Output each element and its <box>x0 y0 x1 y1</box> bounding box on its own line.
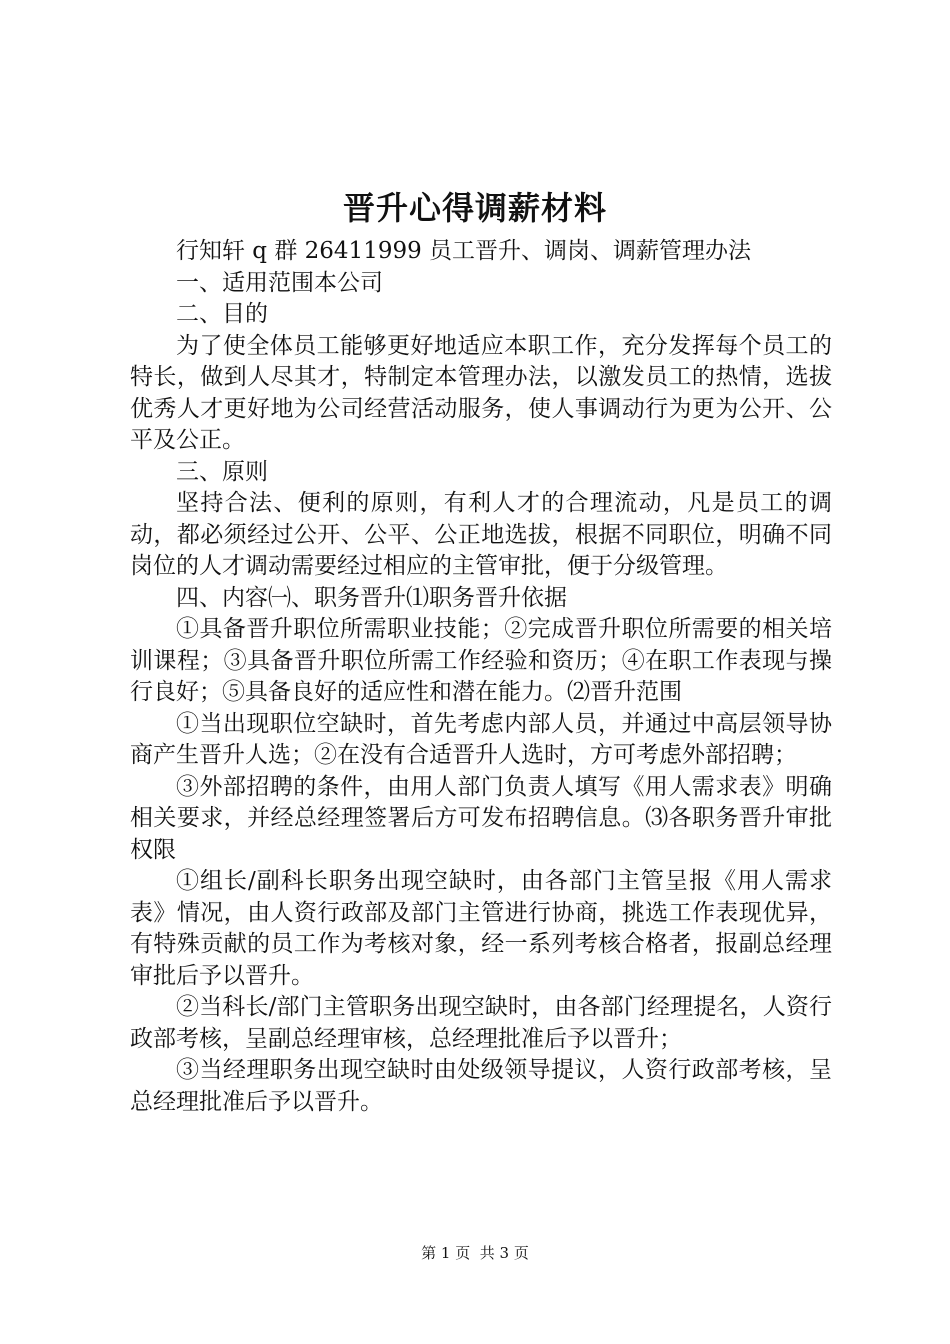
paragraph-principle-heading: 三、原则 <box>176 458 268 485</box>
paragraph-promotion-basis: ①具备晋升职位所需职业技能；②完成晋升职位所需要的相关培训课程；③具备晋升职位所需工作经验和资历；④在职工作表现与操行良好；⑤具备良好的适应性和潜在能力。⑵晋升范围 <box>130 616 832 705</box>
paragraph-purpose-heading: 二、目的 <box>176 301 268 327</box>
document-body <box>130 236 832 1118</box>
paragraph-principle: 坚持合法、便利的原则，有利人才的合理流动，凡是员工的调动，都必须经过公开、公平、公正地选拔，根据不同职位，明确不同岗位的人才调动需要经过相应的主管审批，便于分级管理。 <box>130 490 832 579</box>
paragraph-approval-manager: ③当经理职务出现空缺时由处级领导提议，人资行政部考核，呈总经理批准后予以晋升。 <box>130 1057 832 1115</box>
paragraph-content-heading: 四、内容㈠、职务晋升⑴职务晋升依据 <box>176 584 567 611</box>
paragraph-external-hiring: ③外部招聘的条件，由用人部门负责人填写《用人需求表》明确相关要求，并经总经理签署后方可发布招聘信息。⑶各职务晋升审批权限 <box>130 773 832 863</box>
paragraph-purpose: 为了使全体员工能够更好地适应本职工作，充分发挥每个员工的特长，做到人尽其才，特制定本管理办法，以激发员工的热情，选拔优秀人才更好地为公司经营活动服务，使人事调动行为更为公开、公平及公正。 <box>130 332 832 453</box>
paragraph-scope-heading: 一、适用范围本公司 <box>176 269 383 296</box>
paragraph-approval-team-lead: ①组长/副科长职务出现空缺时，由各部门主管呈报《用人需求表》情况，由人资行政部及部门主管进行协商，挑选工作表现优异，有特殊贡献的员工作为考核对象，经一系列考核合格者，报副总经理审批后予以晋升。 <box>130 868 832 989</box>
page-number: 第 1 页 共 3 页 <box>421 1244 529 1262</box>
page-footer <box>0 1243 950 1263</box>
document-title: 晋升心得调薪材料 <box>342 189 607 227</box>
paragraph-approval-section-chief: ②当科长/部门主管职务出现空缺时，由各部门经理提名，人资行政部考核，呈副总经理审核，总经理批准后予以晋升； <box>130 994 832 1052</box>
paragraph-promotion-scope: ①当出现职位空缺时，首先考虑内部人员，并通过中高层领导协商产生晋升人选；②在没有合适晋升人选时，方可考虑外部招聘； <box>130 710 832 768</box>
paragraph-intro: 行知轩 q 群 26411999 员工晋升、调岗、调薪管理办法 <box>176 238 752 264</box>
